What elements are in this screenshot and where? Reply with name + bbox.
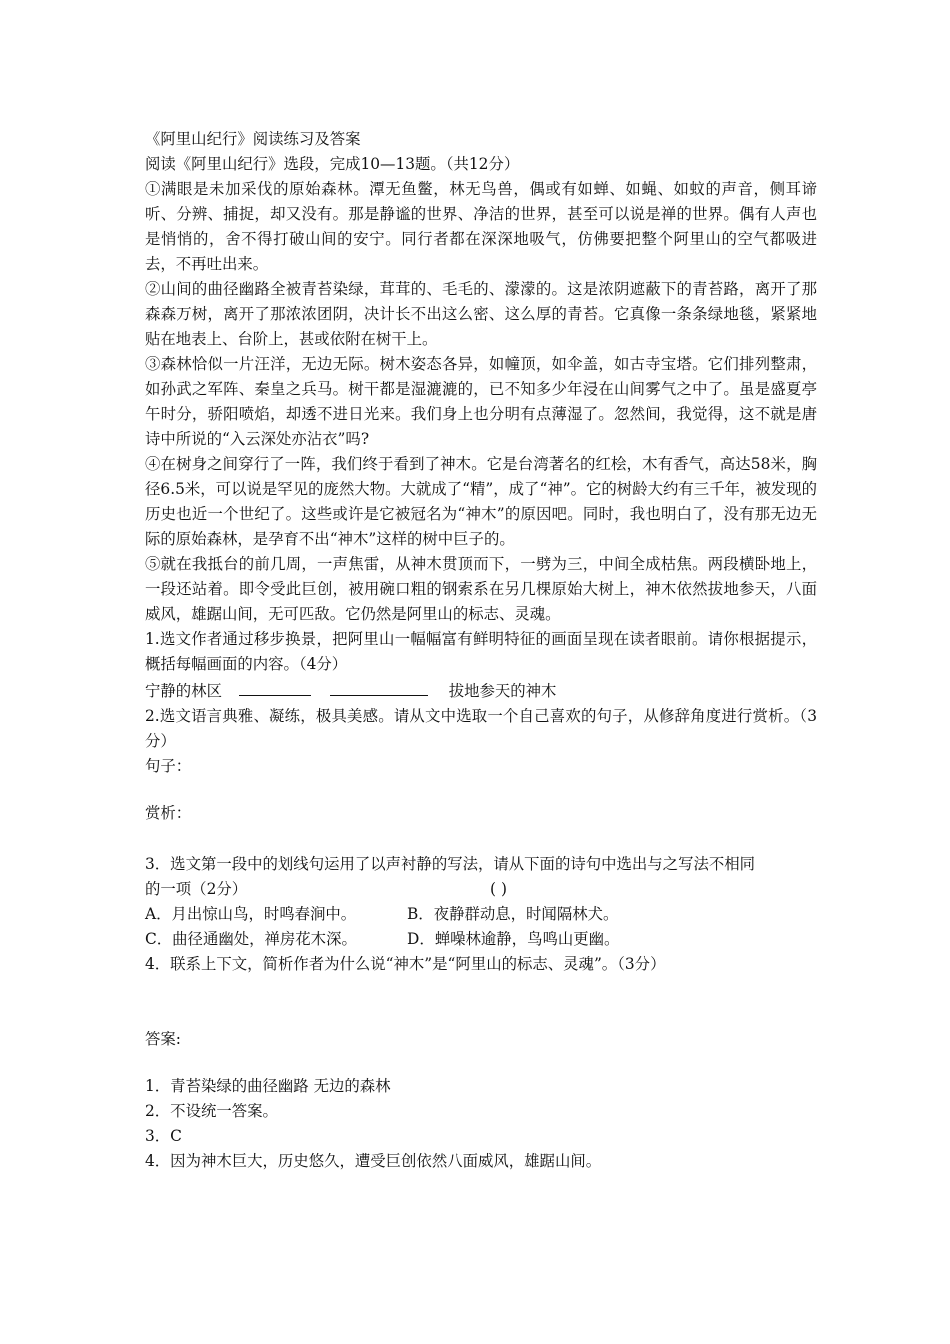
question-2: 2.选文语言典雅、凝练，极具美感。请从文中选取一个自己喜欢的句子，从修辞角度进行赏析。（3分） <box>145 707 817 750</box>
paragraph-3: ③森林恰似一片汪洋，无边无际。树木姿态各异，如幢顶，如伞盖，如古寺宝塔。它们排列整肃，如孙武之军阵、秦皇之兵马。树干都是湿漉漉的，已不知多少年浸在山间雾气之中了。虽是盛夏亭午时分，骄阳喷焰，却透不进日光来。我们身上也分明有点薄湿了。忽然间，我觉得，这不就是唐诗中所说的“入云深处亦沾衣”吗? <box>145 355 817 448</box>
document-page <box>145 127 817 1174</box>
answers-label: 答案: <box>145 1030 181 1048</box>
hint-last-scene: 拔地参天的神木 <box>448 682 557 700</box>
reading-intro: 阅读《阿里山纪行》选段，完成10—13题。（共12分） <box>145 155 520 173</box>
paragraph-4: ④在树身之间穿行了一阵，我们终于看到了神木。它是台湾著名的红桧，木有香气，高达58米，胸径6.5米，可以说是罕见的庞然大物。大就成了“精”，成了“神”。它的树龄大约有三千年，被发现的历史也近一个世纪了。这些或许是它被冠名为“神木”的原因吧。同时，我也明白了，没有那无边无际的原始森林，是孕育不出“神木”这样的树中巨子的。 <box>145 455 817 548</box>
option-d[interactable]: D．蝉噪林逾静，鸟鸣山更幽。 <box>407 930 620 948</box>
blank-1[interactable] <box>239 677 311 696</box>
spacer <box>145 977 817 1027</box>
hint-first-scene: 宁静的林区 <box>145 682 222 700</box>
option-a[interactable]: A．月出惊山鸟，时鸣春涧中。 <box>145 905 357 923</box>
question-3-line-1: 3．选文第一段中的划线句运用了以声衬静的写法，请从下面的诗句中选出与之写法不相同 <box>145 855 756 873</box>
paragraph-1: ①满眼是未加采伐的原始森林。潭无鱼鳖，林无鸟兽，偶或有如蝉、如蝇、如蚊的声音，侧耳谛听、分辨、捕捉，却又没有。那是静谧的世界、净洁的世界，甚至可以说是禅的世界。偶有人声也是悄悄的，舍不得打破山间的安宁。同行者都在深深地吸气，仿佛要把整个阿里山的空气都吸进去，不再吐出来。 <box>145 180 817 273</box>
option-b[interactable]: B．夜静群动息，时闻隔林犬。 <box>407 905 619 923</box>
option-c[interactable]: C．曲径通幽处，禅房花木深。 <box>145 930 357 948</box>
options-row-2 <box>145 927 817 952</box>
options-row-1 <box>145 902 817 927</box>
question-4: 4．联系上下文，简析作者为什么说“神木”是“阿里山的标志、灵魂”。（3分） <box>145 955 666 973</box>
paragraph-2: ②山间的曲径幽路全被青苔染绿，茸茸的、毛毛的、濛濛的。这是浓阴遮蔽下的青苔路，离开了那森森万树，离开了那浓浓团阴，决计长不出这么密、这么厚的青苔。它真像一条条绿地毯，紧紧地贴在地表上、台阶上，甚或依附在树干上。 <box>145 280 817 348</box>
answer-item-3: 3．C <box>145 1127 182 1145</box>
sentence-label: 句子： <box>145 757 192 775</box>
spacer <box>145 1052 817 1074</box>
blank-2[interactable] <box>330 677 428 696</box>
answer-bracket[interactable]: ( ) <box>490 880 507 898</box>
analysis-label: 赏析： <box>145 804 192 822</box>
question-1: 1.选文作者通过移步换景，把阿里山一幅幅富有鲜明特征的画面呈现在读者眼前。请你根据提示，概括每幅画面的内容。（4分） <box>145 630 817 673</box>
question-1-answer-row <box>145 677 817 704</box>
document-title: 《阿里山纪行》阅读练习及答案 <box>145 130 361 148</box>
spacer <box>145 779 817 801</box>
question-3-line-2 <box>145 877 817 902</box>
answer-item-4: 4．因为神木巨大，历史悠久，遭受巨创依然八面威风，雄踞山间。 <box>145 1152 602 1170</box>
spacer <box>145 826 817 852</box>
answer-item-2: 2．不设统一答案。 <box>145 1102 278 1120</box>
question-3-line-2-text: 的一项（2分） <box>145 880 248 898</box>
paragraph-5: ⑤就在我抵台的前几周，一声焦雷，从神木贯顶而下，一劈为三，中间全成枯焦。两段横卧地上，一段还站着。即令受此巨创，被用碗口粗的钢索系在另几棵原始大树上，神木依然拔地参天，八面威风，雄踞山间，无可匹敌。它仍然是阿里山的标志、灵魂。 <box>145 555 817 623</box>
answer-item-1: 1．青苔染绿的曲径幽路 无边的森林 <box>145 1077 391 1095</box>
